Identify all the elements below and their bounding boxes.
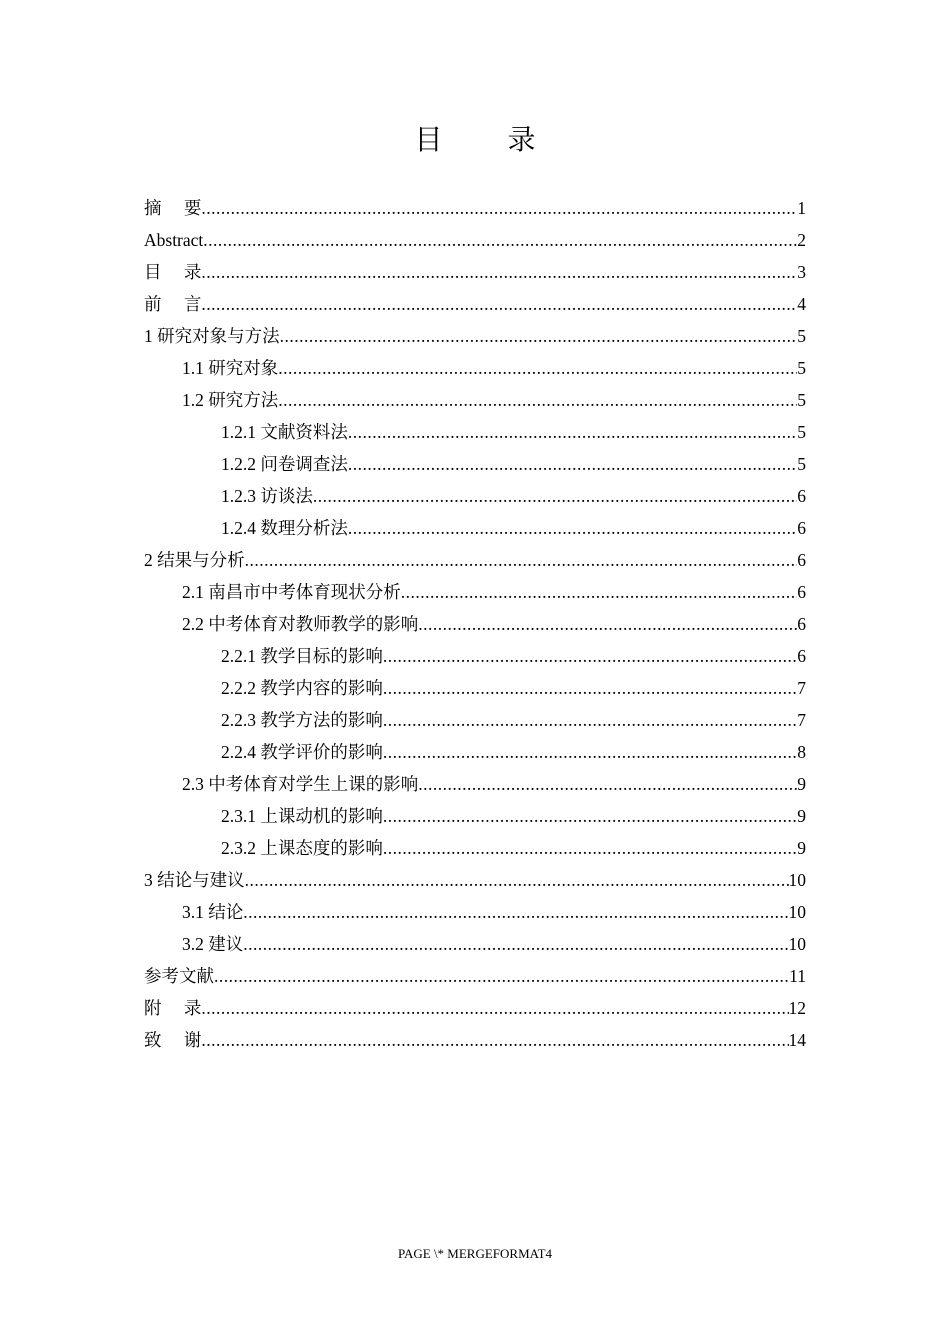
toc-dot-leader <box>383 736 797 768</box>
toc-entry[interactable] <box>144 256 806 288</box>
toc-entry[interactable] <box>144 896 806 928</box>
toc-entry-label: 3 结论与建议 <box>144 870 245 890</box>
toc-entry-label: 1.2.1 文献资料法 <box>221 422 348 442</box>
toc-entry-label: 目 录 <box>144 262 202 282</box>
toc-dot-leader <box>203 224 797 256</box>
toc-entry-label: 2.3 中考体育对学生上课的影响 <box>182 774 419 794</box>
toc-entry-page-number: 14 <box>788 1030 806 1050</box>
toc-dot-leader <box>201 256 797 288</box>
toc-entry-page-number: 5 <box>797 326 806 346</box>
table-of-contents <box>144 192 806 1056</box>
toc-entry[interactable] <box>144 704 806 736</box>
toc-entry-label: 2 结果与分析 <box>144 550 245 570</box>
toc-entry-page-number: 6 <box>797 646 806 666</box>
toc-entry-page-number: 5 <box>797 422 806 442</box>
toc-entry-label: Abstract <box>144 230 204 250</box>
toc-dot-leader <box>348 416 797 448</box>
toc-dot-leader <box>243 928 788 960</box>
toc-entry[interactable] <box>144 864 806 896</box>
toc-entry-page-number: 7 <box>797 710 806 730</box>
toc-entry-page-number: 1 <box>797 198 806 218</box>
toc-dot-leader <box>383 640 797 672</box>
toc-entry[interactable] <box>144 288 806 320</box>
toc-dot-leader <box>201 192 797 224</box>
toc-entry-label: 2.3.1 上课动机的影响 <box>221 806 383 826</box>
toc-entry-page-number: 6 <box>797 614 806 634</box>
toc-dot-leader <box>201 1024 788 1056</box>
toc-dot-leader <box>418 608 797 640</box>
toc-entry-page-number: 3 <box>797 262 806 282</box>
toc-entry[interactable] <box>144 384 806 416</box>
toc-entry-label: 摘 要 <box>144 198 202 218</box>
toc-dot-leader <box>348 512 797 544</box>
toc-entry-label: 2.2.3 教学方法的影响 <box>221 710 383 730</box>
toc-entry-page-number: 6 <box>797 518 806 538</box>
toc-entry-page-number: 7 <box>797 678 806 698</box>
toc-entry-page-number: 2 <box>797 230 806 250</box>
toc-entry-page-number: 9 <box>797 806 806 826</box>
toc-entry-label: 前 言 <box>144 294 202 314</box>
toc-entry[interactable] <box>144 960 806 992</box>
toc-entry[interactable] <box>144 192 806 224</box>
toc-dot-leader <box>245 544 798 576</box>
toc-entry[interactable] <box>144 320 806 352</box>
toc-dot-leader <box>201 992 788 1024</box>
toc-entry-label: 2.2.4 教学评价的影响 <box>221 742 383 762</box>
toc-entry[interactable] <box>144 416 806 448</box>
toc-entry-label: 2.2.2 教学内容的影响 <box>221 678 383 698</box>
toc-entry-page-number: 11 <box>789 966 806 986</box>
toc-entry[interactable] <box>144 480 806 512</box>
toc-entry-label: 3.2 建议 <box>182 934 244 954</box>
toc-dot-leader <box>383 672 797 704</box>
toc-entry-label: 2.1 南昌市中考体育现状分析 <box>182 582 401 602</box>
toc-entry-page-number: 5 <box>797 358 806 378</box>
toc-entry-label: 1.1 研究对象 <box>182 358 279 378</box>
toc-entry-label: 1.2.2 问卷调查法 <box>221 454 348 474</box>
toc-dot-leader <box>383 704 797 736</box>
toc-entry-label: 附 录 <box>144 998 202 1018</box>
toc-entry-page-number: 12 <box>788 998 806 1018</box>
toc-entry-label: 1.2 研究方法 <box>182 390 279 410</box>
toc-dot-leader <box>214 960 789 992</box>
toc-entry[interactable] <box>144 992 806 1024</box>
toc-entry-page-number: 6 <box>797 582 806 602</box>
toc-entry-page-number: 8 <box>797 742 806 762</box>
toc-title: 目 录 <box>414 123 564 156</box>
toc-dot-leader <box>418 768 797 800</box>
toc-entry[interactable] <box>144 768 806 800</box>
toc-entry-label: 2.2.1 教学目标的影响 <box>221 646 383 666</box>
toc-entry[interactable] <box>144 544 806 576</box>
toc-dot-leader <box>348 448 797 480</box>
toc-entry-page-number: 6 <box>797 550 806 570</box>
toc-entry[interactable] <box>144 224 806 256</box>
toc-entry-page-number: 4 <box>797 294 806 314</box>
toc-dot-leader <box>243 896 788 928</box>
toc-dot-leader <box>278 352 797 384</box>
toc-entry[interactable] <box>144 1024 806 1056</box>
toc-entry-label: 1.2.4 数理分析法 <box>221 518 348 538</box>
toc-entry[interactable] <box>144 448 806 480</box>
toc-entry-page-number: 10 <box>788 934 806 954</box>
toc-entry-label: 致 谢 <box>144 1030 202 1050</box>
toc-dot-leader <box>245 864 789 896</box>
toc-entry[interactable] <box>144 736 806 768</box>
toc-entry-page-number: 9 <box>797 838 806 858</box>
toc-entry-page-number: 5 <box>797 454 806 474</box>
toc-entry-label: 2.3.2 上课态度的影响 <box>221 838 383 858</box>
toc-entry-label: 参考文献 <box>144 966 214 986</box>
toc-dot-leader <box>383 832 797 864</box>
toc-entry-page-number: 10 <box>788 870 806 890</box>
toc-entry[interactable] <box>144 352 806 384</box>
toc-entry[interactable] <box>144 928 806 960</box>
toc-entry-page-number: 9 <box>797 774 806 794</box>
toc-entry[interactable] <box>144 832 806 864</box>
toc-entry-page-number: 5 <box>797 390 806 410</box>
toc-entry-page-number: 6 <box>797 486 806 506</box>
toc-entry-label: 3.1 结论 <box>182 902 244 922</box>
toc-entry[interactable] <box>144 640 806 672</box>
toc-entry[interactable] <box>144 800 806 832</box>
toc-dot-leader <box>201 288 797 320</box>
toc-entry-page-number: 10 <box>788 902 806 922</box>
toc-entry-label: 2.2 中考体育对教师教学的影响 <box>182 614 419 634</box>
toc-dot-leader <box>278 384 797 416</box>
toc-entry[interactable] <box>144 576 806 608</box>
toc-entry[interactable] <box>144 672 806 704</box>
toc-entry[interactable] <box>144 608 806 640</box>
toc-entry[interactable] <box>144 512 806 544</box>
toc-dot-leader <box>280 320 798 352</box>
toc-dot-leader <box>401 576 798 608</box>
toc-entry-label: 1.2.3 访谈法 <box>221 486 313 506</box>
toc-entry-label: 1 研究对象与方法 <box>144 326 280 346</box>
page-footer-field: PAGE \* MERGEFORMAT4 <box>397 1246 553 1261</box>
toc-dot-leader <box>383 800 797 832</box>
toc-dot-leader <box>313 480 797 512</box>
